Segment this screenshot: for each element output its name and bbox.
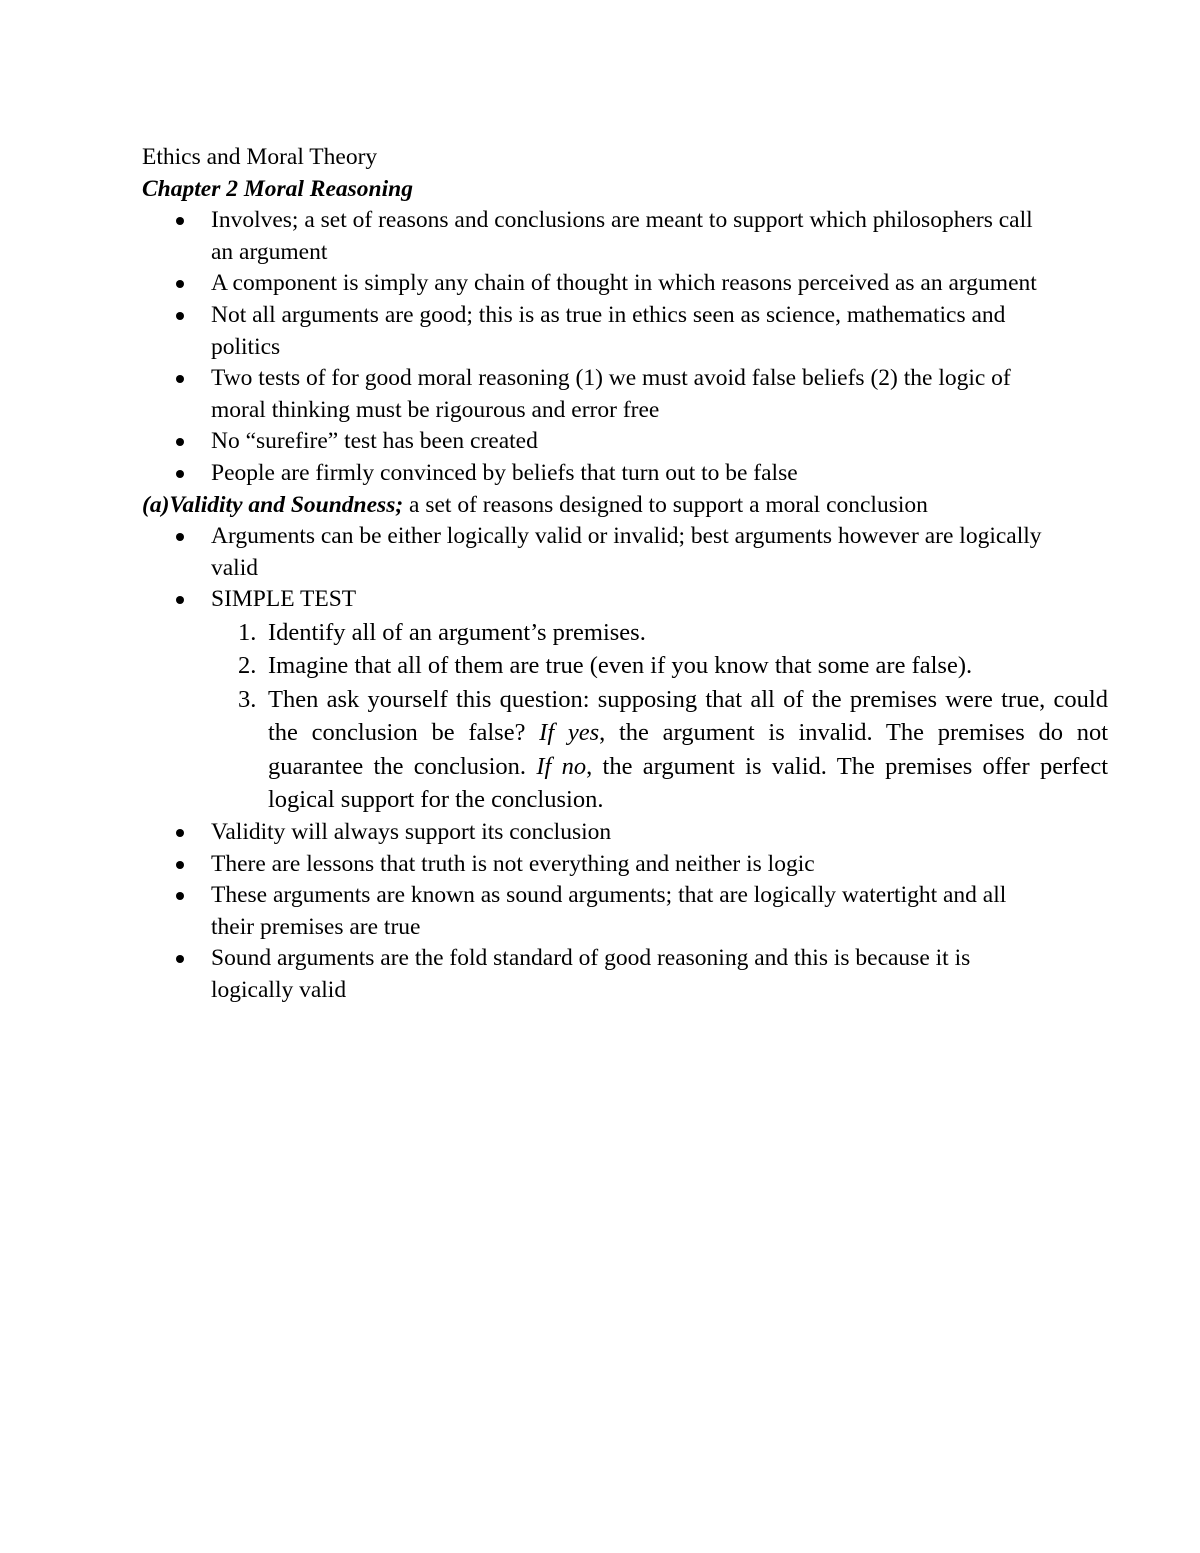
document-title: Ethics and Moral Theory: [142, 144, 378, 170]
section-heading: (a)Validity and Soundness;: [142, 491, 404, 518]
step-text: Imagine that all of them are true (even if you know that some are false).: [268, 652, 973, 680]
simple-test-item: [142, 584, 1051, 616]
test-step: [238, 649, 1108, 683]
closing-bullet-list: [142, 817, 1122, 1007]
list-item: Involves; a set of reasons and conclusions are meant to support which philosophers call an argument: [142, 205, 1051, 268]
step-emphasis: If yes: [539, 719, 600, 747]
step-emphasis: If no: [536, 752, 587, 780]
test-step: [238, 616, 1108, 650]
step-text-part: , the argument is invalid. The premises do not guarantee the conclusion.: [268, 719, 1109, 780]
step-text-part: , the argument is valid. The premises offer perfect logical support for the conclusion.: [268, 752, 1109, 814]
list-item: Validity will always support its conclusion: [142, 817, 1051, 849]
step-number: 1.: [238, 618, 257, 646]
section-paragraph: [142, 490, 972, 522]
step-number: 2.: [238, 652, 257, 680]
section-bullet-list: [142, 521, 1122, 616]
simple-test-label: SIMPLE TEST: [211, 586, 357, 613]
intro-bullet-list: [142, 205, 1122, 489]
step-text: Identify all of an argument’s premises.: [268, 618, 646, 646]
simple-test-steps: [238, 616, 1122, 817]
list-item: People are firmly convinced by beliefs that turn out to be false: [142, 458, 1051, 490]
list-item: Sound arguments are the fold standard of good reasoning and this is because it is logically valid: [142, 943, 1051, 1006]
list-item: These arguments are known as sound arguments; that are logically watertight and all their premises are true: [142, 880, 1051, 943]
list-item: Arguments can be either logically valid or invalid; best arguments however are logically valid: [142, 521, 1051, 584]
chapter-heading: Chapter 2 Moral Reasoning: [142, 175, 413, 202]
list-item: There are lessons that truth is not everything and neither is logic: [142, 849, 1051, 881]
list-item: A component is simply any chain of thought in which reasons perceived as an argument: [142, 268, 1051, 300]
list-item: Not all arguments are good; this is as true in ethics seen as science, mathematics and politics: [142, 300, 1051, 363]
list-item: Two tests of for good moral reasoning (1) we must avoid false beliefs (2) the logic of moral thinking must be rigourous and error free: [142, 363, 1051, 426]
section-text: a set of reasons designed to support a moral conclusion: [403, 491, 928, 518]
test-step: [238, 683, 1108, 817]
document-page: [142, 142, 1122, 1006]
step-text-part: Then ask yourself this question: supposing that all of the premises were true, could the conclusion be false?: [268, 685, 1108, 747]
step-number: 3.: [238, 685, 257, 713]
list-item: No “surefire” test has been created: [142, 426, 1051, 458]
